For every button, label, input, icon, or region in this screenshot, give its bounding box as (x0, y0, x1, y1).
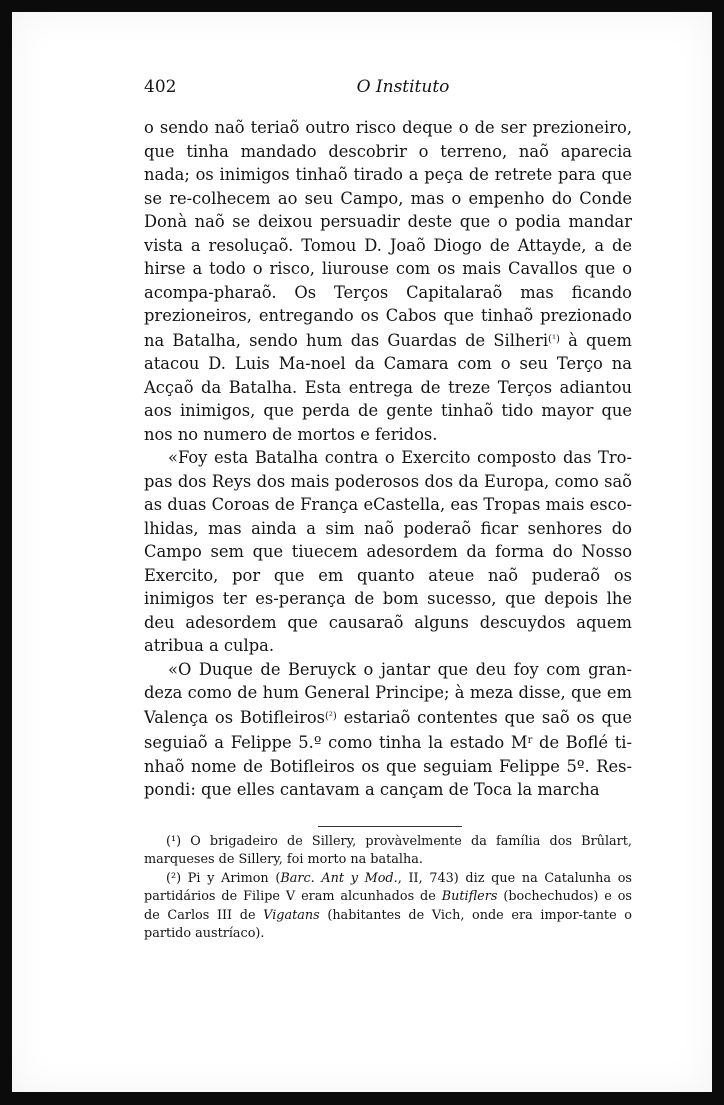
footnote-1 (144, 833, 632, 870)
running-head (144, 74, 632, 100)
footnote-2-part-a: Pi y Arimon ( (181, 870, 281, 886)
footnote-1-text: O brigadeiro de Sillery, provàvelmente da família dos Brûlart, marqueses de Sillery, foi morto na batalha. (144, 833, 632, 867)
paragraph-1 (144, 116, 632, 446)
body-text (144, 116, 632, 802)
footnote-2-term-butiflers: Butiflers (441, 889, 498, 904)
page-content (144, 74, 632, 944)
paragraph-1-text: o sendo naõ teriaõ outro risco deque o de ser prezioneiro, que tinha mandado descobrir o terreno, naõ aparecia nada; os inimigos tinhaõ tirado a peça de retrete para que se re-colhecem ao seu Campo, mas o empenho do Conde Donà naõ se deixou persuadir deste que o podia mandar vista a resoluçaõ. Tomou D. Joaõ Diogo de Attayde, a de hirse a todo o risco, liurouse com os mais Cavallos que o acompa-pharaõ. Os Terços Capitalaraõ mas ficando prezioneiros, entregando os Cabos que tinhaõ prezionado na Batalha, sendo hum das Guardas de Silheri (144, 118, 632, 350)
paragraph-3-part-c: de Boflé ti-nhaõ nome de Botifleiros os que seguiam Felippe 5º. Res-pondi: que elles cantavam a cançam de Toca la marcha (144, 733, 632, 799)
footnote-2-source-title: Barc. Ant y Mod. (280, 870, 398, 886)
footnote-1-mark: (¹) (166, 833, 182, 849)
superscript-r: r (527, 735, 533, 746)
footnote-ref-1: (¹) (548, 333, 560, 345)
footnote-2-mark: (²) (166, 870, 182, 886)
footnote-2-term-vigatans: Vigatans (263, 907, 320, 923)
footnote-2-part-b: , II, 743) diz que na Catalunha os partidários de Filipe V eram alcunhados de (144, 870, 632, 904)
paragraph-3-part-a: «O Duque de Beruyck o jantar que deu foy com gran-deza como de hum General Principe; à meza disse, que em Valença os Botifleiros (144, 659, 632, 727)
book-page (12, 12, 712, 1092)
footnote-ref-2: (²) (325, 710, 337, 722)
footnote-2-part-c: (bochechudos) e os de Carlos III de (144, 889, 632, 923)
running-title: O Instituto (356, 77, 450, 97)
page-number: 402 (144, 77, 177, 97)
footnote-divider (318, 826, 462, 827)
footnote-2-part-d: (habitantes de Vich, onde era impor-tante o partido austríaco). (144, 907, 632, 941)
paragraph-3 (144, 658, 632, 802)
paragraph-3-part-b: estariaõ contentes que saõ os que seguiaõ a Felippe 5.º como tinha la estado M (144, 707, 632, 752)
footnote-2 (144, 870, 632, 944)
paragraph-2: «Foy esta Batalha contra o Exercito composto das Tro-pas dos Reys dos mais poderosos dos da Europa, como saõ as duas Coroas de França eCastella, eas Tropas mais esco-lhidas, mas ainda a sim naõ poderaõ ficar senhores do Campo sem que tiuecem adesordem da forma do Nosso Exercito, por que em quanto ateue naõ puderaõ os inimigos ter es-perança de bom sucesso, que depois lhe deu adesordem que causaraõ alguns descuydos aquem atribua a culpa. (144, 448, 632, 655)
paragraph-1-continued: à quem atacou D. Luis Ma-noel da Camara com o seu Terço na Acçaõ da Batalha. Esta entrega de treze Terços adiantou aos inimigos, que perda de gente tinhaõ tido mayor que nos no numero de mortos e feridos. (144, 330, 632, 444)
footnotes (144, 833, 632, 944)
